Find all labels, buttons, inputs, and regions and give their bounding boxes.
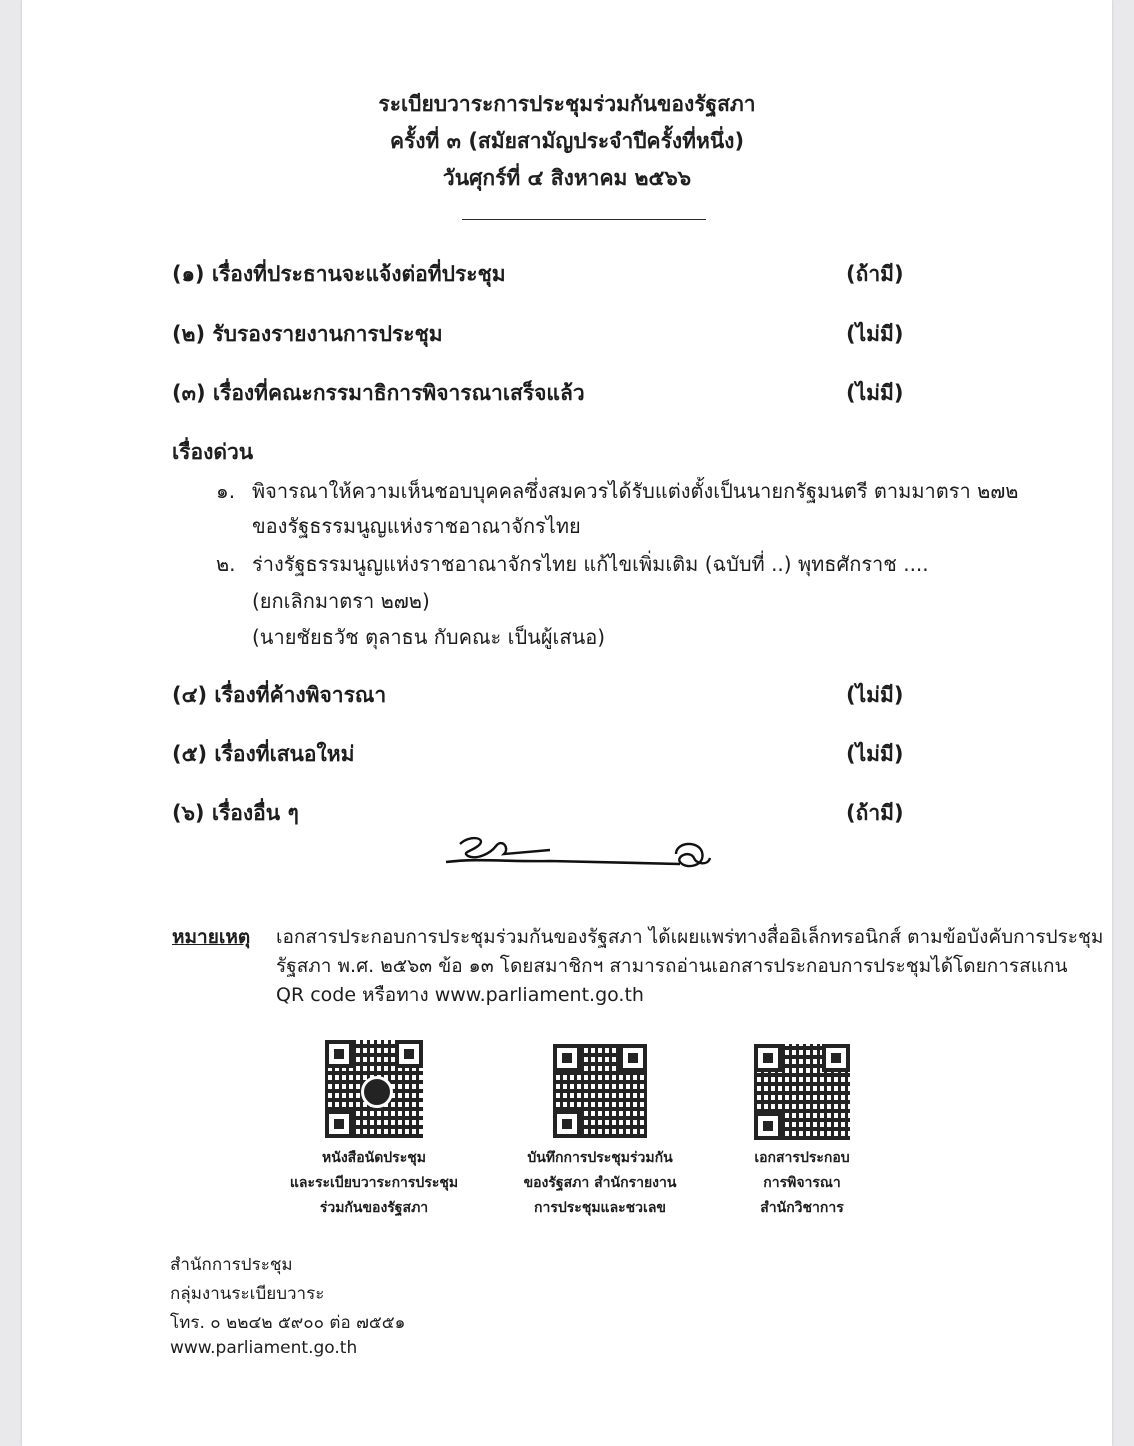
doc-session: ครั้งที่ ๓ (สมัยสามัญประจำปีครั้งที่หนึ่ง) [389,129,745,153]
agenda-item-2: (๒) รับรองรายงานการประชุม [172,322,443,346]
note-line-2: รัฐสภา พ.ศ. ๒๕๖๓ ข้อ ๑๓ โดยสมาชิกฯ สามารถอ่านเอกสารประกอบการประชุมได้โดยการสแกน [276,955,1068,977]
note-label: หมายเหตุ [172,926,251,948]
agenda-status-6: (ถ้ามี) [846,801,904,825]
agenda-item-1: (๑) เรื่องที่ประธานจะแจ้งต่อที่ประชุม [172,262,506,286]
footer-website[interactable]: www.parliament.go.th [170,1338,358,1358]
doc-title: ระเบียบวาระการประชุมร่วมกันของรัฐสภา [378,92,756,116]
urgent-item-2-text-cont: (ยกเลิกมาตรา ๒๗๒) [252,589,430,613]
agenda-status-3: (ไม่มี) [846,381,904,405]
agenda-status-4: (ไม่มี) [846,683,904,707]
qr-caption-minutes: บันทึกการประชุมร่วมกัน ของรัฐสภา สำนักรายงาน การประชุมและชวเลข [523,1150,677,1216]
qr-code-minutes[interactable] [553,1044,647,1138]
qr-caption-documents: เอกสารประกอบ การพิจารณา สำนักวิชาการ [754,1150,850,1216]
agenda-item-4: (๔) เรื่องที่ค้างพิจารณา [172,683,387,707]
urgent-item-2-num: ๒. [216,552,236,576]
doc-date: วันศุกร์ที่ ๔ สิงหาคม ๒๕๖๖ [442,166,692,190]
agenda-status-1: (ถ้ามี) [846,262,904,286]
note-line-1: เอกสารประกอบการประชุมร่วมกันของรัฐสภา ได้เผยแพร่ทางสื่ออิเล็กทรอนิกส์ ตามข้อบังคับการประชุม [276,926,1104,948]
urgent-item-1-text: พิจารณาให้ความเห็นชอบบุคคลซึ่งสมควรได้รับแต่งตั้งเป็นนายกรัฐมนตรี ตามมาตรา ๒๗๒ [252,479,1019,503]
document-page [22,0,1112,1446]
urgent-item-2-proposer: (นายชัยธวัช ตุลาธน กับคณะ เป็นผู้เสนอ) [252,625,606,649]
agenda-item-6: (๖) เรื่องอื่น ๆ [172,801,299,825]
qr-caption-agenda: หนังสือนัดประชุม และระเบียบวาระการประชุม ร่วมกันของรัฐสภา [289,1150,459,1216]
agenda-item-3: (๓) เรื่องที่คณะกรรมาธิการพิจารณาเสร็จแล้ว [172,381,585,405]
footer-phone: โทร. ๐ ๒๒๔๒ ๕๙๐๐ ต่อ ๗๕๕๑ [170,1313,406,1333]
agenda-status-5: (ไม่มี) [846,742,904,766]
qr-code-agenda[interactable] [325,1040,423,1138]
urgent-item-2-text: ร่างรัฐธรรมนูญแห่งราชอาณาจักรไทย แก้ไขเพิ่มเติม (ฉบับที่ ..) พุทธศักราช .... [252,552,929,576]
footer-office: สำนักการประชุม [170,1255,293,1275]
footer-division: กลุ่มงานระเบียบวาระ [170,1284,325,1304]
note-line-3: QR code หรือทาง www.parliament.go.th [276,984,644,1006]
agenda-item-5: (๕) เรื่องที่เสนอใหม่ [172,742,355,766]
urgent-item-1-num: ๑. [216,479,236,503]
qr-code-documents[interactable] [754,1044,850,1140]
urgent-item-1-text-cont: ของรัฐธรรมนูญแห่งราชอาณาจักรไทย [252,514,581,538]
signature-mark [440,828,715,878]
urgent-heading: เรื่องด่วน [172,440,254,464]
agenda-status-2: (ไม่มี) [846,322,904,346]
header-divider [462,219,706,220]
